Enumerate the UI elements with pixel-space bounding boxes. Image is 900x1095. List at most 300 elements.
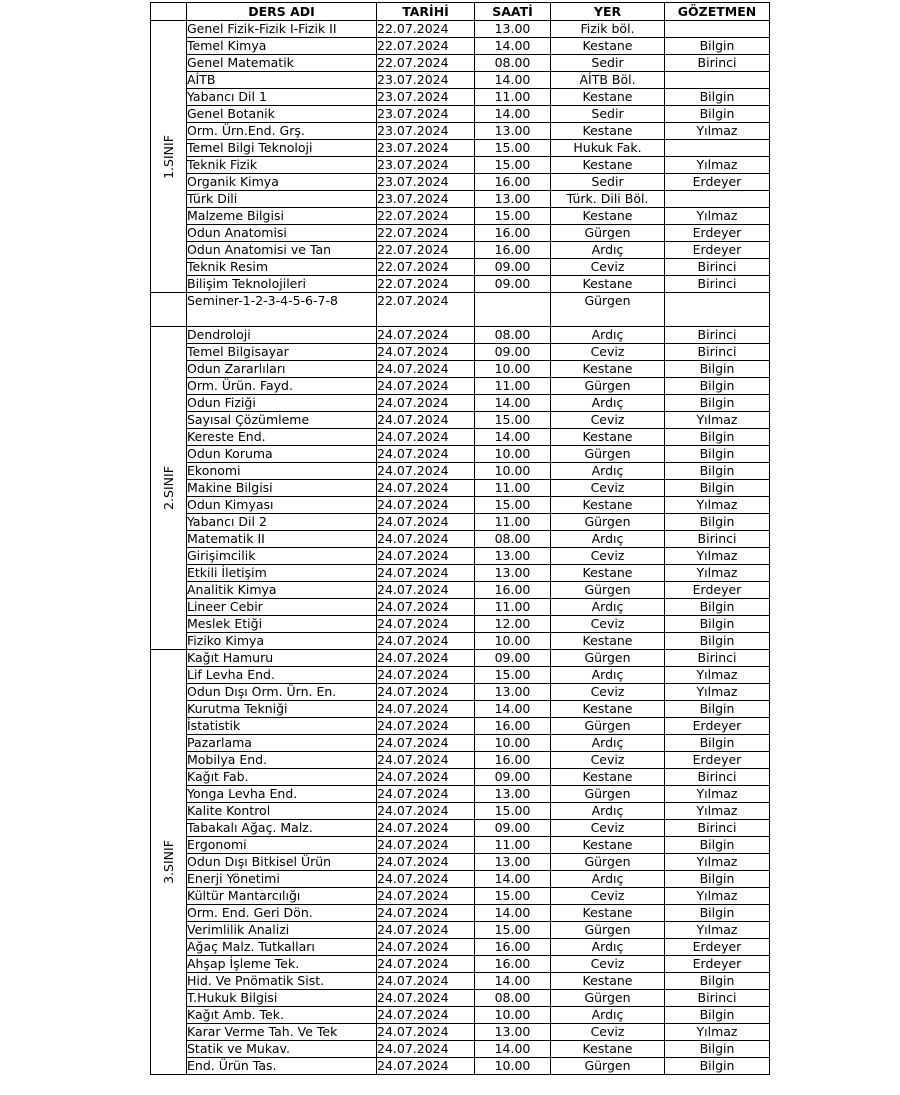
date-cell: 24.07.2024 — [377, 973, 475, 990]
place-cell: Ardıç — [551, 803, 665, 820]
place-cell: Ceviz — [551, 752, 665, 769]
date-cell: 24.07.2024 — [377, 395, 475, 412]
course-cell: Temel Bilgisayar — [187, 344, 377, 361]
place-cell: Hukuk Fak. — [551, 140, 665, 157]
table-row — [151, 786, 770, 803]
proctor-cell: Birinci — [665, 650, 770, 667]
header-course: DERS ADI — [187, 3, 377, 21]
date-cell: 24.07.2024 — [377, 718, 475, 735]
table-row — [151, 599, 770, 616]
time-cell: 08.00 — [475, 990, 551, 1007]
time-cell: 11.00 — [475, 378, 551, 395]
time-cell: 14.00 — [475, 905, 551, 922]
exam-schedule-table — [150, 2, 770, 1075]
time-cell: 13.00 — [475, 565, 551, 582]
table-row — [151, 905, 770, 922]
proctor-cell — [665, 191, 770, 208]
time-cell: 15.00 — [475, 888, 551, 905]
place-cell: Türk. Dili Böl. — [551, 191, 665, 208]
proctor-cell: Bilgin — [665, 973, 770, 990]
class-group-cell — [151, 327, 187, 650]
proctor-cell: Erdeyer — [665, 939, 770, 956]
time-cell: 16.00 — [475, 582, 551, 599]
table-row — [151, 650, 770, 667]
course-cell: Orm. Ürün. Fayd. — [187, 378, 377, 395]
time-cell: 10.00 — [475, 1058, 551, 1075]
place-cell: Kestane — [551, 1041, 665, 1058]
time-cell: 13.00 — [475, 854, 551, 871]
proctor-cell: Bilgin — [665, 616, 770, 633]
course-cell: Odun Kimyası — [187, 497, 377, 514]
time-cell: 11.00 — [475, 599, 551, 616]
date-cell: 24.07.2024 — [377, 837, 475, 854]
date-cell: 24.07.2024 — [377, 701, 475, 718]
time-cell: 13.00 — [475, 548, 551, 565]
place-cell: Ardıç — [551, 939, 665, 956]
proctor-cell — [665, 72, 770, 89]
place-cell: Kestane — [551, 208, 665, 225]
time-cell: 14.00 — [475, 1041, 551, 1058]
table-row — [151, 242, 770, 259]
course-cell: AİTB — [187, 72, 377, 89]
table-row — [151, 514, 770, 531]
time-cell: 09.00 — [475, 650, 551, 667]
table-row — [151, 1041, 770, 1058]
date-cell: 22.07.2024 — [377, 242, 475, 259]
proctor-cell: Yılmaz — [665, 803, 770, 820]
table-row — [151, 327, 770, 344]
date-cell: 24.07.2024 — [377, 667, 475, 684]
course-cell: Matematik II — [187, 531, 377, 548]
place-cell: Gürgen — [551, 854, 665, 871]
table-row — [151, 820, 770, 837]
table-row — [151, 225, 770, 242]
time-cell: 14.00 — [475, 395, 551, 412]
date-cell: 24.07.2024 — [377, 412, 475, 429]
table-row — [151, 361, 770, 378]
time-cell: 10.00 — [475, 633, 551, 650]
course-cell: Lineer Cebir — [187, 599, 377, 616]
place-cell: Kestane — [551, 157, 665, 174]
course-cell: Teknik Resim — [187, 259, 377, 276]
time-cell: 09.00 — [475, 769, 551, 786]
course-cell: Odun Anatomisi ve Tan — [187, 242, 377, 259]
place-cell: Kestane — [551, 633, 665, 650]
date-cell: 24.07.2024 — [377, 820, 475, 837]
proctor-cell: Erdeyer — [665, 582, 770, 599]
proctor-cell: Bilgin — [665, 395, 770, 412]
course-cell: Orm. End. Geri Dön. — [187, 905, 377, 922]
proctor-cell: Yılmaz — [665, 922, 770, 939]
course-cell: Genel Matematik — [187, 55, 377, 72]
time-cell: 14.00 — [475, 38, 551, 55]
time-cell: 16.00 — [475, 752, 551, 769]
place-cell: Ardıç — [551, 463, 665, 480]
time-cell: 11.00 — [475, 837, 551, 854]
time-cell: 15.00 — [475, 157, 551, 174]
date-cell: 24.07.2024 — [377, 616, 475, 633]
time-cell: 14.00 — [475, 701, 551, 718]
time-cell: 15.00 — [475, 803, 551, 820]
date-cell: 24.07.2024 — [377, 633, 475, 650]
time-cell: 16.00 — [475, 242, 551, 259]
date-cell: 24.07.2024 — [377, 803, 475, 820]
date-cell: 23.07.2024 — [377, 123, 475, 140]
proctor-cell: Birinci — [665, 276, 770, 293]
header-proctor: GÖZETMEN — [665, 3, 770, 21]
course-cell: İstatistik — [187, 718, 377, 735]
date-cell: 24.07.2024 — [377, 463, 475, 480]
proctor-cell: Bilgin — [665, 837, 770, 854]
table-row — [151, 922, 770, 939]
place-cell: Ardıç — [551, 667, 665, 684]
table-row — [151, 463, 770, 480]
place-cell: Gürgen — [551, 650, 665, 667]
table-row — [151, 871, 770, 888]
proctor-cell: Yılmaz — [665, 1024, 770, 1041]
date-cell: 24.07.2024 — [377, 565, 475, 582]
place-cell: Kestane — [551, 276, 665, 293]
time-cell: 11.00 — [475, 480, 551, 497]
place-cell: Gürgen — [551, 293, 665, 327]
proctor-cell: Birinci — [665, 769, 770, 786]
class-group-cell — [151, 650, 187, 1075]
date-cell: 24.07.2024 — [377, 1041, 475, 1058]
proctor-cell: Bilgin — [665, 599, 770, 616]
table-row — [151, 973, 770, 990]
header-place: YER — [551, 3, 665, 21]
course-cell: Malzeme Bilgisi — [187, 208, 377, 225]
table-row — [151, 293, 770, 327]
date-cell: 24.07.2024 — [377, 514, 475, 531]
course-cell: Temel Bilgi Teknoloji — [187, 140, 377, 157]
proctor-cell: Erdeyer — [665, 718, 770, 735]
course-cell: End. Ürün Tas. — [187, 1058, 377, 1075]
place-cell: Ceviz — [551, 684, 665, 701]
date-cell: 24.07.2024 — [377, 769, 475, 786]
course-cell: Bilişim Teknolojileri — [187, 276, 377, 293]
place-cell: Gürgen — [551, 718, 665, 735]
date-cell: 24.07.2024 — [377, 497, 475, 514]
class-group-cell — [151, 293, 187, 327]
date-cell: 24.07.2024 — [377, 1058, 475, 1075]
table-row — [151, 344, 770, 361]
proctor-cell: Erdeyer — [665, 752, 770, 769]
date-cell: 24.07.2024 — [377, 599, 475, 616]
schedule-body — [151, 21, 770, 1075]
table-row — [151, 157, 770, 174]
proctor-cell: Yılmaz — [665, 548, 770, 565]
place-cell: Ardıç — [551, 871, 665, 888]
course-cell: Orm. Ürn.End. Grş. — [187, 123, 377, 140]
proctor-cell: Birinci — [665, 990, 770, 1007]
course-cell: Tabakalı Ağaç. Malz. — [187, 820, 377, 837]
proctor-cell: Yılmaz — [665, 208, 770, 225]
date-cell: 22.07.2024 — [377, 293, 475, 327]
proctor-cell: Yılmaz — [665, 667, 770, 684]
table-row — [151, 752, 770, 769]
proctor-cell: Yılmaz — [665, 854, 770, 871]
course-cell: Meslek Etiği — [187, 616, 377, 633]
date-cell: 24.07.2024 — [377, 786, 475, 803]
place-cell: Sedir — [551, 55, 665, 72]
date-cell: 24.07.2024 — [377, 344, 475, 361]
course-cell: Kalite Kontrol — [187, 803, 377, 820]
proctor-cell: Yılmaz — [665, 565, 770, 582]
table-row — [151, 1058, 770, 1075]
place-cell: Fizik böl. — [551, 21, 665, 38]
proctor-cell — [665, 21, 770, 38]
proctor-cell: Bilgin — [665, 1041, 770, 1058]
date-cell: 22.07.2024 — [377, 55, 475, 72]
proctor-cell: Birinci — [665, 259, 770, 276]
course-cell: Sayısal Çözümleme — [187, 412, 377, 429]
course-cell: Lif Levha End. — [187, 667, 377, 684]
table-row — [151, 480, 770, 497]
time-cell: 09.00 — [475, 344, 551, 361]
date-cell: 22.07.2024 — [377, 259, 475, 276]
table-row — [151, 208, 770, 225]
date-cell: 24.07.2024 — [377, 1024, 475, 1041]
header-date: TARİHİ — [377, 3, 475, 21]
date-cell: 24.07.2024 — [377, 429, 475, 446]
place-cell: Ardıç — [551, 1007, 665, 1024]
time-cell: 13.00 — [475, 684, 551, 701]
date-cell: 23.07.2024 — [377, 72, 475, 89]
date-cell: 24.07.2024 — [377, 990, 475, 1007]
table-row — [151, 633, 770, 650]
table-row — [151, 1024, 770, 1041]
class-group-cell — [151, 21, 187, 293]
date-cell: 23.07.2024 — [377, 89, 475, 106]
proctor-cell: Yılmaz — [665, 497, 770, 514]
course-cell: Temel Kimya — [187, 38, 377, 55]
course-cell: Dendroloji — [187, 327, 377, 344]
date-cell: 24.07.2024 — [377, 752, 475, 769]
course-cell: Odun Fiziği — [187, 395, 377, 412]
table-row — [151, 667, 770, 684]
table-row — [151, 55, 770, 72]
time-cell: 08.00 — [475, 327, 551, 344]
place-cell: Ceviz — [551, 344, 665, 361]
place-cell: Kestane — [551, 123, 665, 140]
table-row — [151, 429, 770, 446]
time-cell: 10.00 — [475, 361, 551, 378]
date-cell: 24.07.2024 — [377, 871, 475, 888]
course-cell: Etkili İletişim — [187, 565, 377, 582]
date-cell: 24.07.2024 — [377, 327, 475, 344]
proctor-cell: Bilgin — [665, 633, 770, 650]
time-cell: 10.00 — [475, 463, 551, 480]
place-cell: Gürgen — [551, 378, 665, 395]
course-cell: Girişimcilik — [187, 548, 377, 565]
time-cell: 10.00 — [475, 735, 551, 752]
place-cell: Kestane — [551, 905, 665, 922]
date-cell: 24.07.2024 — [377, 956, 475, 973]
table-row — [151, 191, 770, 208]
course-cell: Odun Dışı Orm. Ürn. En. — [187, 684, 377, 701]
date-cell: 24.07.2024 — [377, 582, 475, 599]
table-row — [151, 582, 770, 599]
proctor-cell: Bilgin — [665, 514, 770, 531]
table-row — [151, 956, 770, 973]
place-cell: Sedir — [551, 174, 665, 191]
place-cell: Kestane — [551, 89, 665, 106]
date-cell: 24.07.2024 — [377, 905, 475, 922]
course-cell: Ekonomi — [187, 463, 377, 480]
table-row — [151, 446, 770, 463]
proctor-cell: Bilgin — [665, 429, 770, 446]
place-cell: Gürgen — [551, 990, 665, 1007]
date-cell: 24.07.2024 — [377, 480, 475, 497]
class-group-label: 3.SINIF — [160, 840, 176, 884]
time-cell: 15.00 — [475, 922, 551, 939]
proctor-cell: Yılmaz — [665, 157, 770, 174]
course-cell: Ahşap İşleme Tek. — [187, 956, 377, 973]
place-cell: Ceviz — [551, 548, 665, 565]
time-cell: 15.00 — [475, 412, 551, 429]
proctor-cell: Erdeyer — [665, 242, 770, 259]
time-cell: 15.00 — [475, 667, 551, 684]
table-row — [151, 89, 770, 106]
time-cell: 11.00 — [475, 89, 551, 106]
proctor-cell: Bilgin — [665, 905, 770, 922]
time-cell: 15.00 — [475, 140, 551, 157]
course-cell: Yabancı Dil 2 — [187, 514, 377, 531]
table-row — [151, 378, 770, 395]
date-cell: 23.07.2024 — [377, 191, 475, 208]
proctor-cell: Bilgin — [665, 735, 770, 752]
proctor-cell: Yılmaz — [665, 888, 770, 905]
proctor-cell: Yılmaz — [665, 786, 770, 803]
place-cell: Ceviz — [551, 480, 665, 497]
proctor-cell: Birinci — [665, 344, 770, 361]
course-cell: Yabancı Dil 1 — [187, 89, 377, 106]
date-cell: 24.07.2024 — [377, 939, 475, 956]
time-cell: 14.00 — [475, 429, 551, 446]
place-cell: Ceviz — [551, 1024, 665, 1041]
time-cell: 16.00 — [475, 956, 551, 973]
course-cell: Teknik Fizik — [187, 157, 377, 174]
place-cell: Ardıç — [551, 599, 665, 616]
time-cell: 10.00 — [475, 446, 551, 463]
course-cell: T.Hukuk Bilgisi — [187, 990, 377, 1007]
course-cell: Mobilya End. — [187, 752, 377, 769]
place-cell: Ceviz — [551, 888, 665, 905]
place-cell: Kestane — [551, 973, 665, 990]
proctor-cell: Erdeyer — [665, 956, 770, 973]
time-cell: 09.00 — [475, 820, 551, 837]
place-cell: Gürgen — [551, 446, 665, 463]
table-row — [151, 854, 770, 871]
time-cell: 14.00 — [475, 973, 551, 990]
date-cell: 22.07.2024 — [377, 276, 475, 293]
proctor-cell — [665, 140, 770, 157]
place-cell: Kestane — [551, 497, 665, 514]
place-cell: Ceviz — [551, 616, 665, 633]
place-cell: Kestane — [551, 38, 665, 55]
table-row — [151, 735, 770, 752]
proctor-cell: Bilgin — [665, 1058, 770, 1075]
table-row — [151, 140, 770, 157]
proctor-cell: Erdeyer — [665, 174, 770, 191]
proctor-cell: Bilgin — [665, 871, 770, 888]
course-cell: Ağaç Malz. Tutkalları — [187, 939, 377, 956]
place-cell: Ceviz — [551, 259, 665, 276]
date-cell: 22.07.2024 — [377, 21, 475, 38]
course-cell: Kereste End. — [187, 429, 377, 446]
place-cell: Ceviz — [551, 412, 665, 429]
course-cell: Seminer-1-2-3-4-5-6-7-8 — [187, 293, 377, 327]
course-cell: Kağıt Fab. — [187, 769, 377, 786]
table-row — [151, 888, 770, 905]
date-cell: 24.07.2024 — [377, 361, 475, 378]
course-cell: Türk Dili — [187, 191, 377, 208]
course-cell: Genel Fizik-Fizik I-Fizik II — [187, 21, 377, 38]
time-cell: 15.00 — [475, 208, 551, 225]
proctor-cell: Bilgin — [665, 701, 770, 718]
date-cell: 22.07.2024 — [377, 38, 475, 55]
time-cell: 16.00 — [475, 174, 551, 191]
place-cell: Gürgen — [551, 1058, 665, 1075]
proctor-cell: Birinci — [665, 820, 770, 837]
course-cell: Hid. Ve Pnömatik Sist. — [187, 973, 377, 990]
table-row — [151, 531, 770, 548]
date-cell: 24.07.2024 — [377, 1007, 475, 1024]
table-row — [151, 565, 770, 582]
date-cell: 24.07.2024 — [377, 888, 475, 905]
table-row — [151, 106, 770, 123]
place-cell: Ardıç — [551, 242, 665, 259]
course-cell: Kağıt Hamuru — [187, 650, 377, 667]
time-cell: 16.00 — [475, 718, 551, 735]
table-row — [151, 497, 770, 514]
time-cell: 12.00 — [475, 616, 551, 633]
course-cell: Karar Verme Tah. Ve Tek — [187, 1024, 377, 1041]
time-cell — [475, 293, 551, 327]
course-cell: Kurutma Tekniği — [187, 701, 377, 718]
course-cell: Odun Anatomisi — [187, 225, 377, 242]
date-cell: 23.07.2024 — [377, 174, 475, 191]
table-row — [151, 38, 770, 55]
course-cell: Odun Zararlıları — [187, 361, 377, 378]
table-row — [151, 616, 770, 633]
date-cell: 24.07.2024 — [377, 854, 475, 871]
date-cell: 24.07.2024 — [377, 378, 475, 395]
time-cell: 09.00 — [475, 259, 551, 276]
time-cell: 10.00 — [475, 1007, 551, 1024]
table-row — [151, 123, 770, 140]
place-cell: Ardıç — [551, 735, 665, 752]
table-row — [151, 684, 770, 701]
proctor-cell: Birinci — [665, 55, 770, 72]
date-cell: 24.07.2024 — [377, 650, 475, 667]
course-cell: Pazarlama — [187, 735, 377, 752]
table-row — [151, 769, 770, 786]
place-cell: Kestane — [551, 837, 665, 854]
course-cell: Analitik Kimya — [187, 582, 377, 599]
place-cell: Gürgen — [551, 514, 665, 531]
proctor-cell: Bilgin — [665, 361, 770, 378]
time-cell: 13.00 — [475, 786, 551, 803]
date-cell: 24.07.2024 — [377, 922, 475, 939]
table-row — [151, 276, 770, 293]
time-cell: 08.00 — [475, 531, 551, 548]
place-cell: Kestane — [551, 701, 665, 718]
date-cell: 22.07.2024 — [377, 208, 475, 225]
place-cell: Ceviz — [551, 820, 665, 837]
time-cell: 16.00 — [475, 225, 551, 242]
